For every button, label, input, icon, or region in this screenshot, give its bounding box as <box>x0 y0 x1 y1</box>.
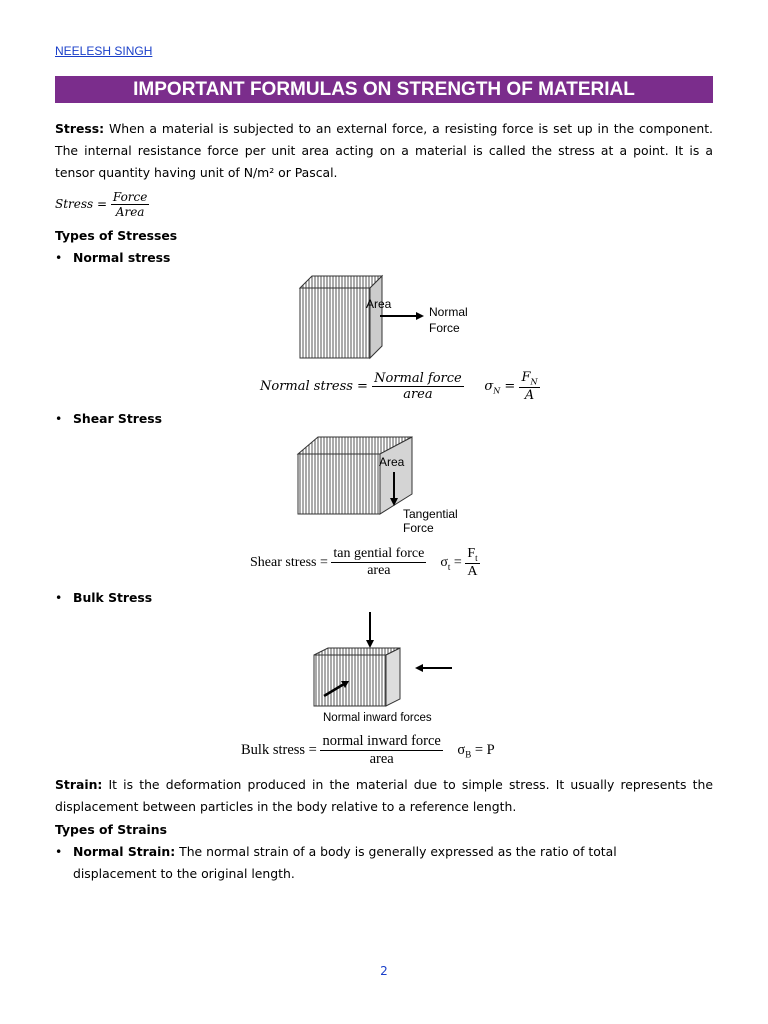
stress-formula-num: Force <box>112 190 148 204</box>
normal-formula-den: area <box>403 386 433 402</box>
normal-fig-force-2: Force <box>429 321 460 335</box>
shear-sym-num: F <box>467 546 476 561</box>
shear-sym-num-sub: t <box>475 552 478 563</box>
bulk-formula-den: area <box>369 751 394 767</box>
normal-sym-sub: N <box>493 386 501 396</box>
shear-sym: σ <box>440 555 448 571</box>
bulk-sym: σ <box>457 741 466 758</box>
strain-definition: It is the deformation produced in the material due to simple stress. It usually represents the displacement between particles in the body relative to a reference length. <box>55 777 713 814</box>
bulk-fig-caption: Normal inward forces <box>323 712 432 724</box>
types-of-stresses-heading: Types of Stresses <box>55 228 178 243</box>
bulk-side-arrowhead <box>415 664 423 672</box>
bulk-cube-side <box>386 648 400 706</box>
shear-stress-label: Shear Stress <box>73 411 163 426</box>
normal-strain-text: The normal strain of a body is generally expressed as the ratio of total displacement to the original length. <box>73 844 617 881</box>
shear-fig-force-1: Tangential <box>403 507 458 521</box>
stress-formula-lhs: Stress = <box>55 197 108 211</box>
bulk-sym-rhs: = P <box>474 741 495 758</box>
normal-fig-area: Area <box>366 297 392 311</box>
stress-term: Stress: <box>55 121 105 136</box>
shear-formula-lhs: Shear stress = <box>250 555 328 571</box>
page-title: IMPORTANT FORMULAS ON STRENGTH OF MATERIAL <box>55 76 713 103</box>
author-link[interactable]: NEELESH SINGH <box>55 44 153 58</box>
bulk-top-arrowhead <box>366 640 374 648</box>
stress-definition: When a material is subjected to an external force, a resisting force is set up in the component. The internal resistance force per unit area acting on a material is called the stress at a point. It is a tensor quantity having unit of N/m² or Pascal. <box>55 121 713 180</box>
bulk-sym-sub: B <box>465 749 472 760</box>
shear-formula-den: area <box>367 563 391 579</box>
strain-term: Strain: <box>55 777 103 792</box>
normal-formula-num: Normal force <box>374 370 462 386</box>
normal-formula-lhs: Normal stress = <box>260 378 368 394</box>
shear-stress-formula <box>250 546 480 580</box>
normal-stress-label: Normal stress <box>73 250 171 265</box>
bullet-normal-stress: • Normal stress <box>55 250 171 265</box>
normal-fig-force-1: Normal <box>429 305 468 319</box>
stress-paragraph <box>55 118 713 184</box>
normal-strain-label: Normal Strain: <box>73 844 176 859</box>
bulk-formula-lhs: Bulk stress = <box>241 741 317 758</box>
stress-formula <box>55 190 149 219</box>
bulk-stress-formula <box>241 733 495 768</box>
strain-paragraph <box>55 774 713 818</box>
normal-cube-front <box>300 288 370 358</box>
shear-fig-force-2: Force <box>403 521 434 535</box>
bullet-shear-stress: • Shear Stress <box>55 411 163 426</box>
shear-sym-sub: t <box>447 561 451 572</box>
normal-sym-num-sub: N <box>530 377 538 387</box>
shear-formula-num: tan gential force <box>333 546 425 562</box>
shear-fig-area: Area <box>379 455 405 469</box>
types-of-strains-heading: Types of Strains <box>55 822 167 837</box>
bulk-cube-front <box>314 655 386 706</box>
normal-stress-formula <box>260 370 540 403</box>
normal-sym: σ <box>484 378 494 394</box>
stress-formula-den: Area <box>115 205 145 219</box>
normal-sym-den: A <box>524 387 535 403</box>
normal-sym-num: F <box>521 370 531 385</box>
shear-sym-eq: = <box>453 555 462 571</box>
shear-cube-front <box>298 454 380 514</box>
bullet-bulk-stress: • Bulk Stress <box>55 590 153 605</box>
normal-force-arrowhead <box>416 312 424 320</box>
bullet-normal-strain: • Normal Strain: The normal strain of a body is generally expressed as the ratio of total displacement to the original length. <box>55 844 617 881</box>
normal-cube-top <box>300 276 382 288</box>
page-number: 2 <box>380 964 388 978</box>
shear-sym-den: A <box>467 563 478 579</box>
bulk-stress-label: Bulk Stress <box>73 590 153 605</box>
shear-stress-figure <box>290 432 490 542</box>
normal-sym-eq: = <box>504 378 516 394</box>
bulk-stress-figure <box>300 610 470 728</box>
bulk-formula-num: normal inward force <box>322 733 441 749</box>
normal-stress-figure <box>290 268 490 368</box>
